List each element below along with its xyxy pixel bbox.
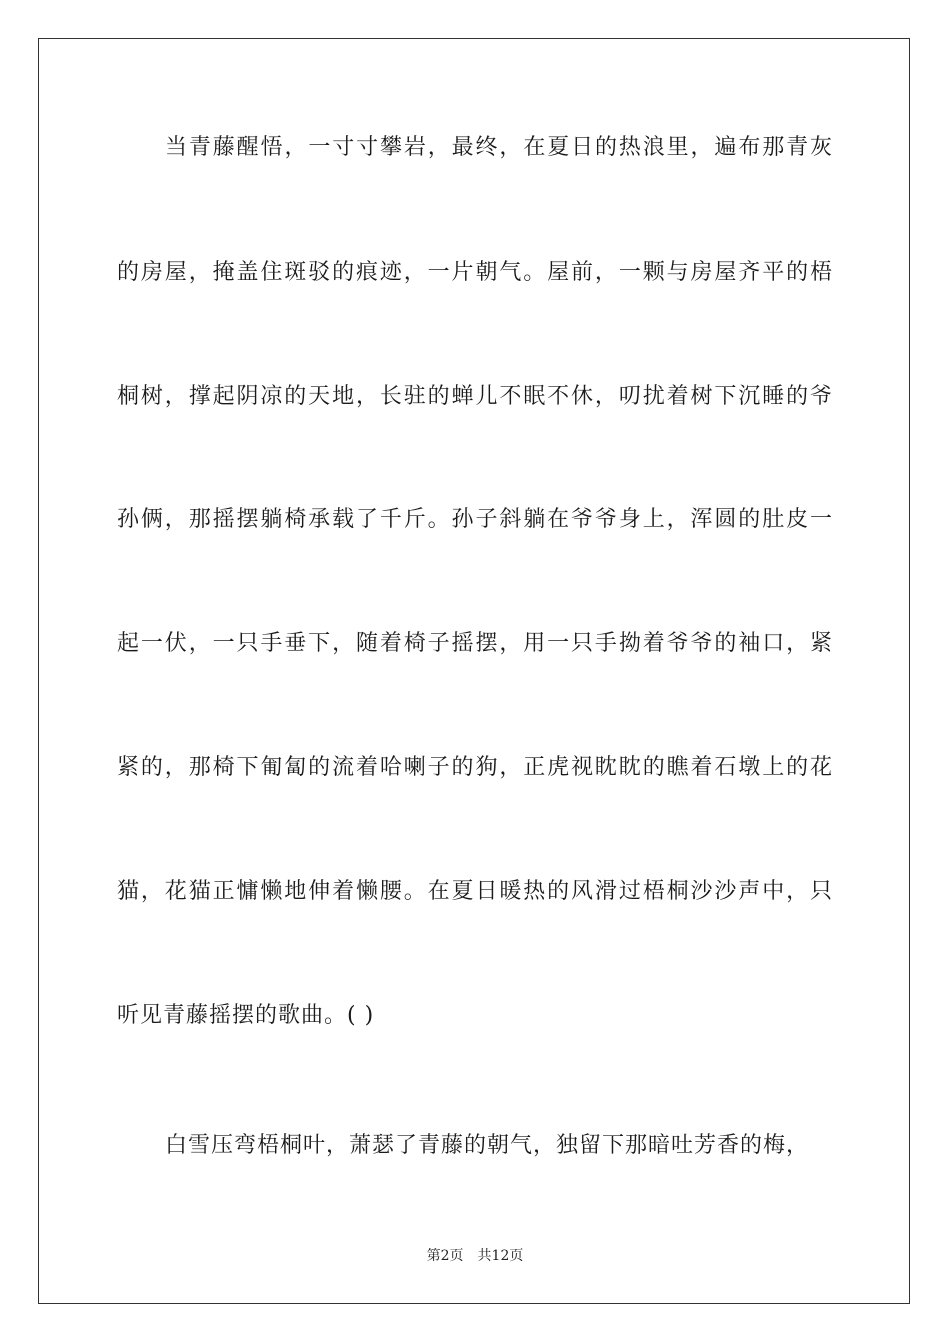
paragraph-2-line-1: 白雪压弯梧桐叶，萧瑟了青藤的朝气，独留下那暗吐芳香的梅，	[165, 1133, 810, 1158]
page-number: 第2页	[426, 1248, 464, 1264]
paragraph-1-line-2: 的房屋，掩盖住斑驳的痕迹，一片朝气。屋前，一颗与房屋齐平的梧	[117, 260, 833, 285]
paragraph-1-line-3: 桐树，撑起阴凉的天地，长驻的蝉儿不眠不休，叨扰着树下沉睡的爷	[117, 384, 833, 409]
paragraph-1-line-7: 猫，花猫正慵懒地伸着懒腰。在夏日暖热的风滑过梧桐沙沙声中，只	[117, 879, 833, 904]
paragraph-1-line-6: 紧的，那椅下匍匐的流着哈喇子的狗，正虎视眈眈的瞧着石墩上的花	[117, 755, 833, 780]
paragraph-1-line-8: 听见青藤摇摆的歌曲。( )	[117, 1003, 375, 1028]
paragraph-1-line-5: 起一伏，一只手垂下，随着椅子摇摆，用一只手拗着爷爷的袖口，紧	[117, 631, 833, 656]
page-border	[38, 38, 910, 1304]
paragraph-1-line-4: 孙俩，那摇摆躺椅承载了千斤。孙子斜躺在爷爷身上，浑圆的肚皮一	[117, 507, 833, 532]
page-footer	[0, 1246, 950, 1266]
paragraph-1-line-1: 当青藤醒悟，一寸寸攀岩，最终，在夏日的热浪里，遍布那青灰	[165, 135, 833, 160]
total-pages: 共12页	[477, 1248, 524, 1264]
